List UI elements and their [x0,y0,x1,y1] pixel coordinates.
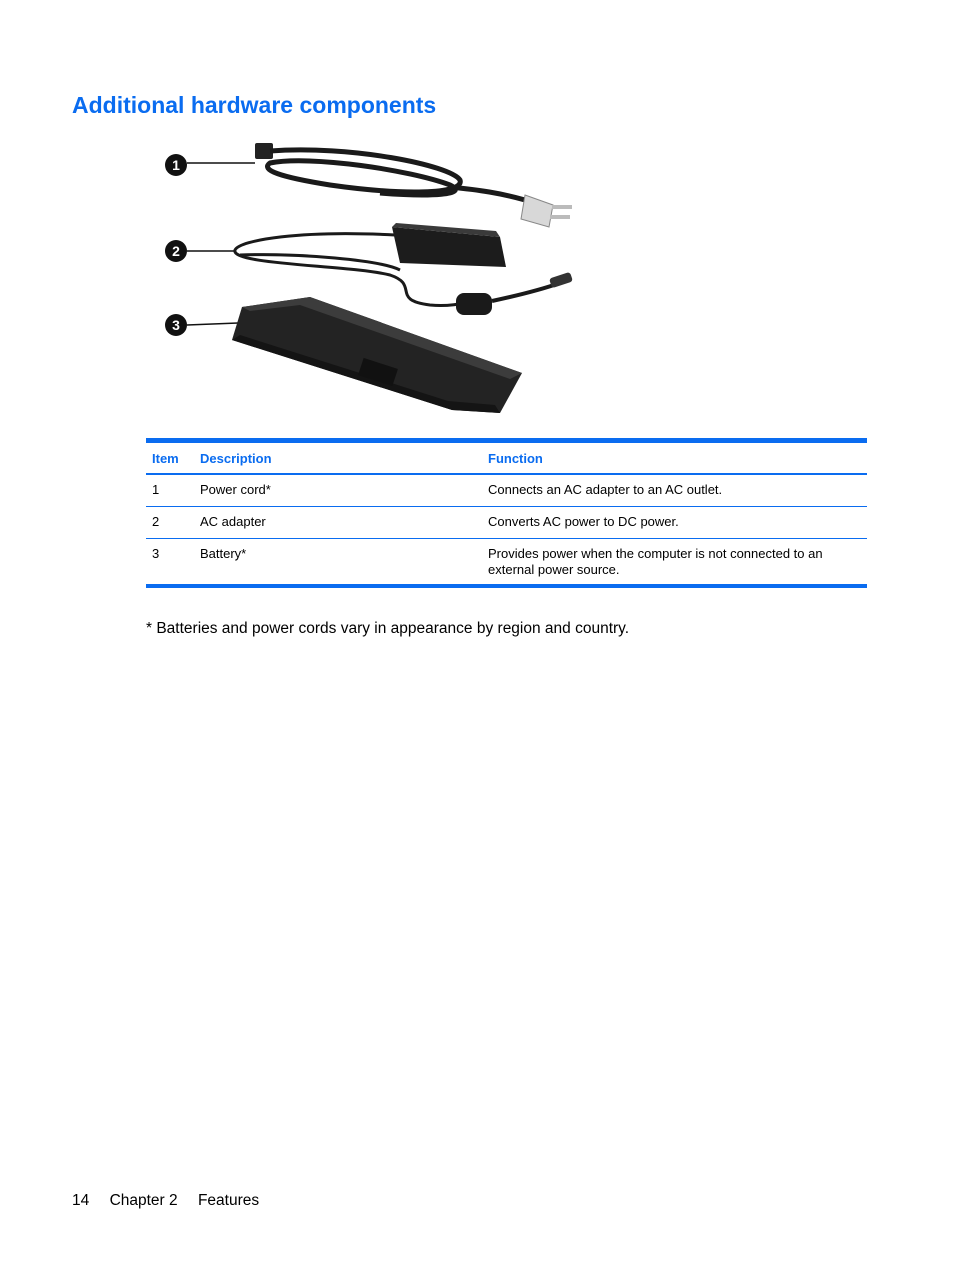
callout-3 [165,314,238,336]
row-function: Connects an AC adapter to an AC outlet. [488,482,723,497]
header-description: Description [200,450,272,466]
row-description: Power cord* [200,482,271,497]
row-item: 1 [152,482,160,497]
row-function: Converts AC power to DC power. [488,514,679,529]
table-row [146,507,867,539]
components-table [146,438,867,588]
row-function: Provides power when the computer is not connected to an external power source. [488,546,823,577]
table-header-row [146,441,867,475]
page-number: 14 [72,1192,90,1209]
row-item: 3 [152,546,160,561]
page-footer [72,1192,275,1210]
chapter-label: Chapter 2 [109,1192,178,1209]
hardware-illustration [150,135,600,420]
row-description: Battery* [200,546,247,561]
page-heading: Additional hardware components [72,92,437,118]
power-cord-image [255,143,572,227]
table-row [146,539,867,587]
header-function: Function [488,450,543,466]
section-label: Features [197,1192,260,1209]
header-item: Item [152,450,179,466]
svg-text:2: 2 [172,243,180,259]
svg-text:1: 1 [172,157,180,173]
table-row [146,474,867,507]
callout-1 [165,154,255,176]
row-description: AC adapter [200,514,266,529]
callout-2 [165,240,235,262]
svg-text:3: 3 [172,317,180,333]
footnote: * Batteries and power cords vary in appearance by region and country. [146,620,630,637]
row-item: 2 [152,514,160,529]
